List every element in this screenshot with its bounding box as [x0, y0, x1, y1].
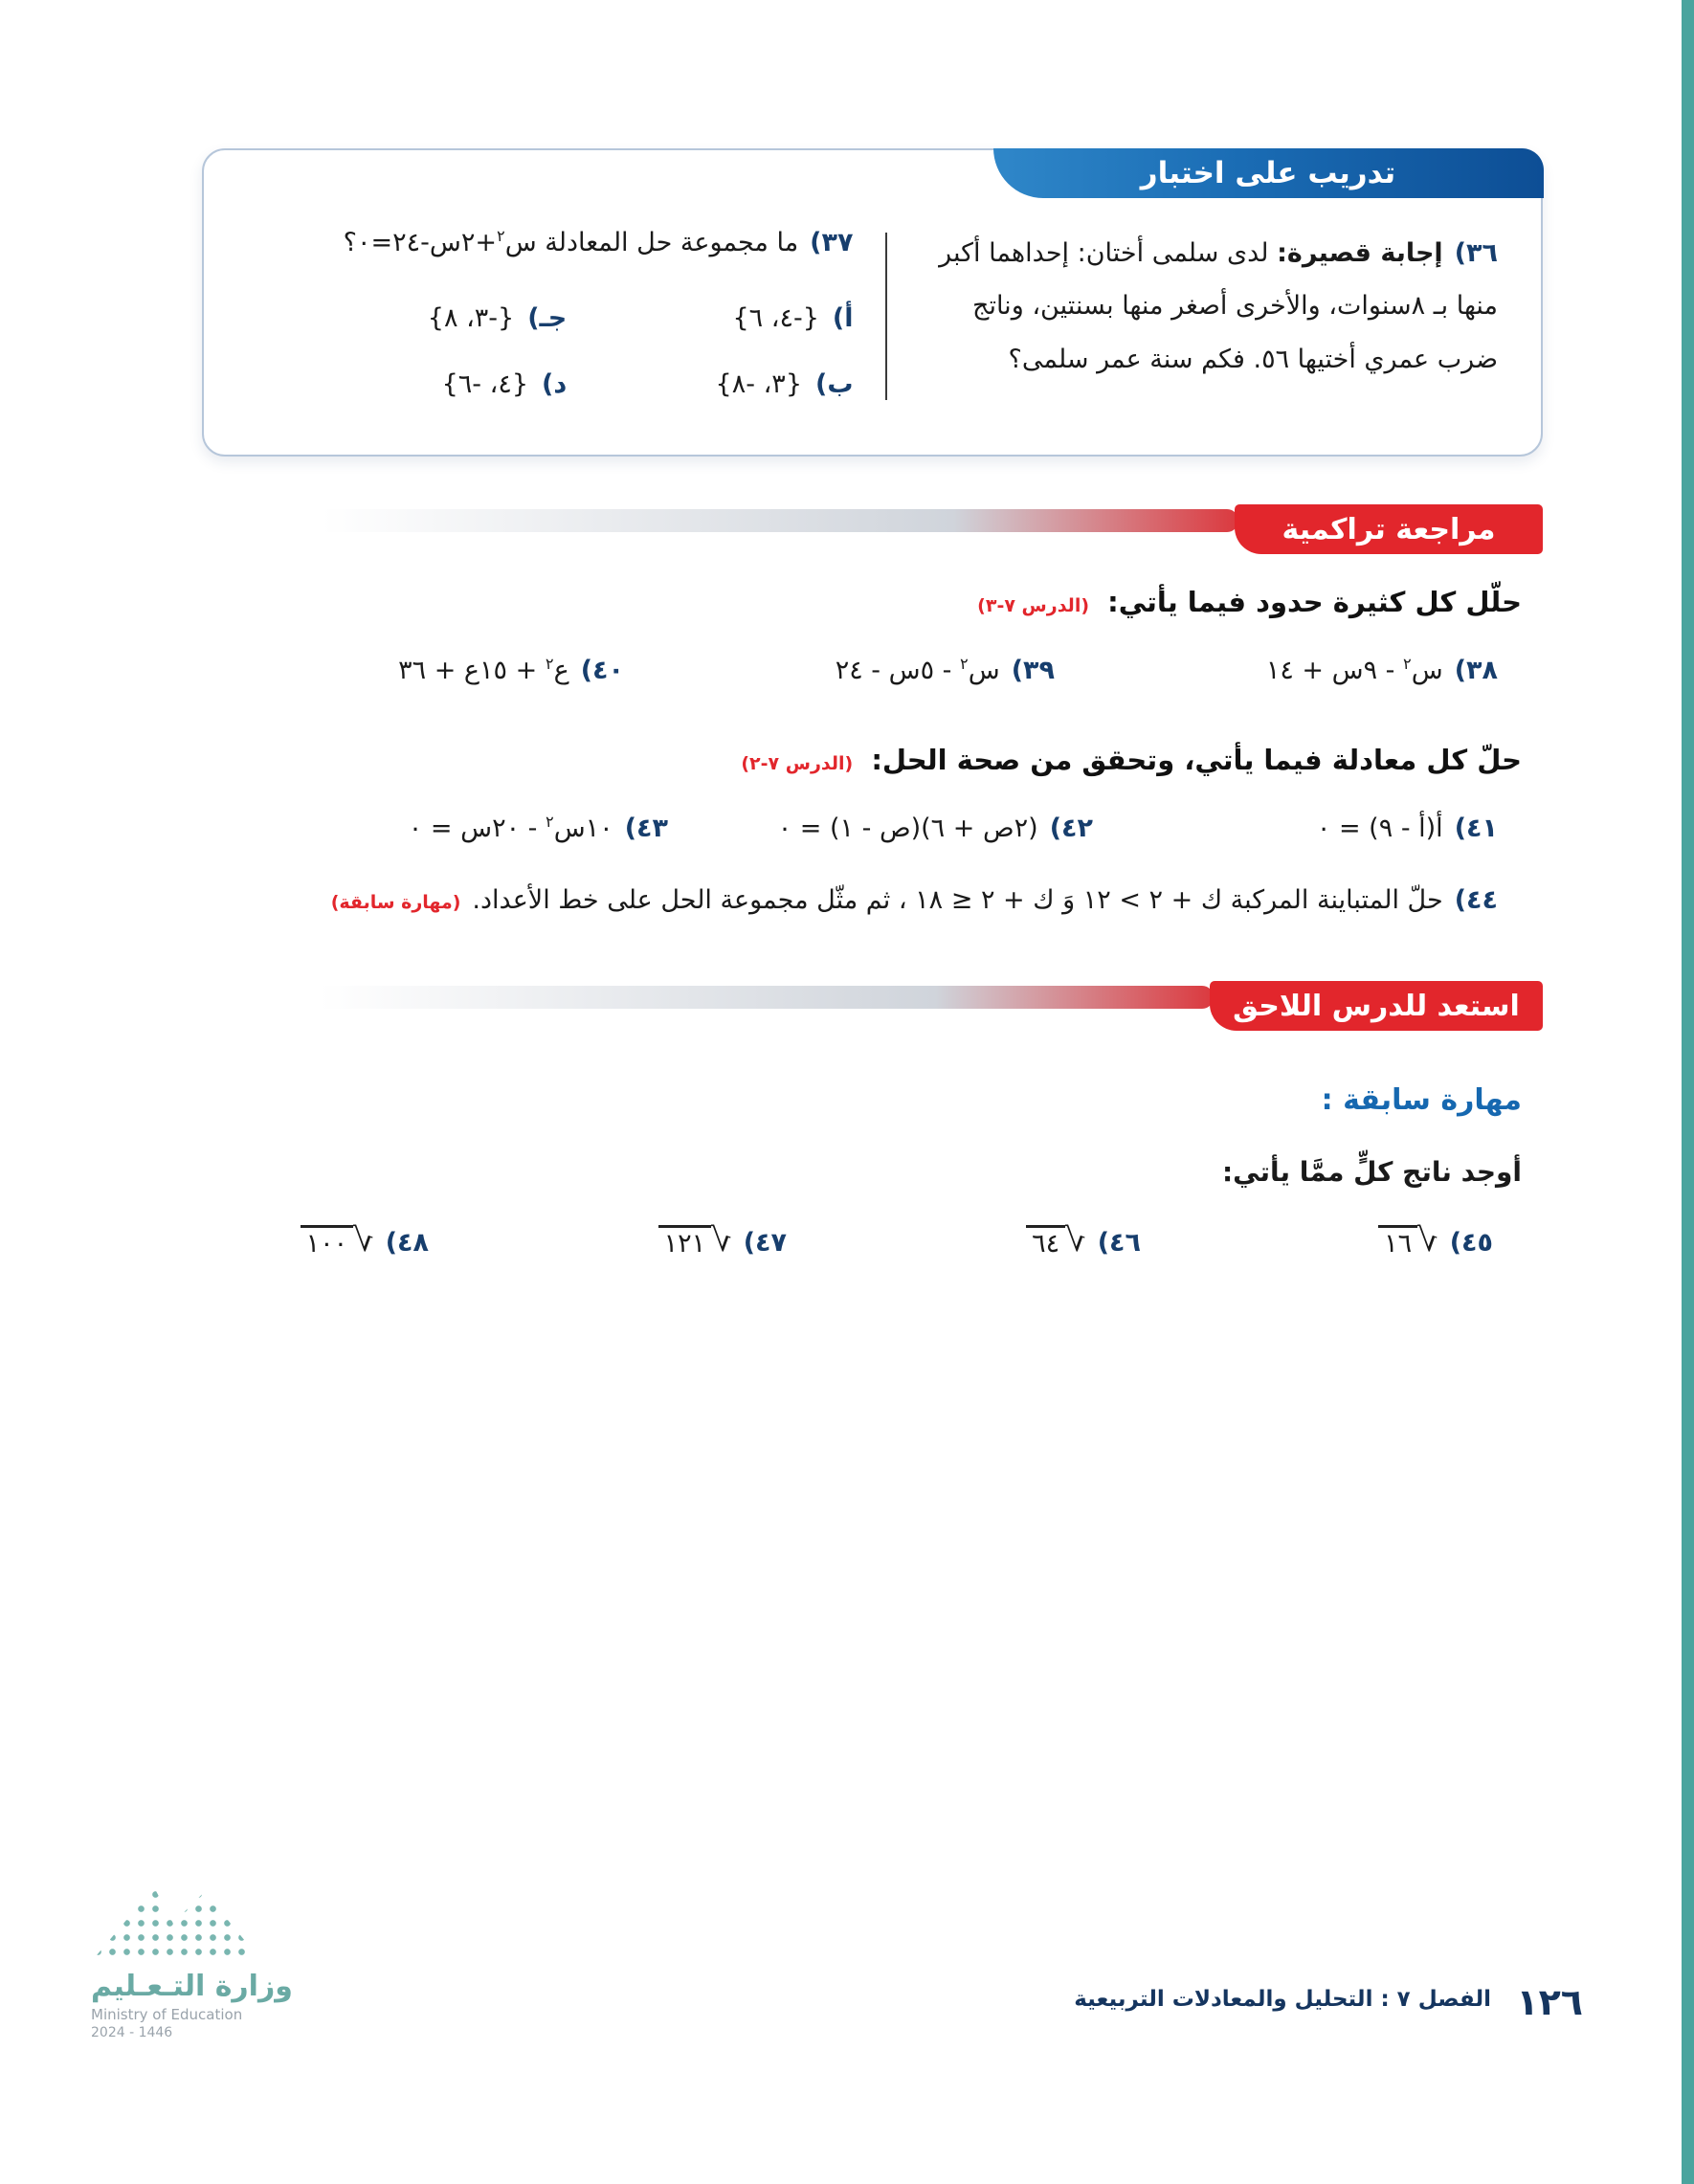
column-divider [885, 233, 887, 400]
problem-41 [1317, 813, 1498, 843]
choice-d [280, 369, 567, 399]
problem-43-expr-pre: ١٠س [553, 813, 613, 843]
problem-46-radicand: ٦٤ [1026, 1225, 1065, 1258]
choice-b-value: {٣، -٨} [715, 369, 802, 399]
radical-sign-icon: √ [1417, 1221, 1438, 1259]
prepare-banner-title: استعد للدرس اللاحق [1233, 989, 1520, 1023]
problem-43-number: ٤٣) [624, 813, 668, 843]
choice-b-label: ب) [815, 369, 854, 399]
problem-45-number: ٤٥) [1449, 1228, 1493, 1258]
question-36 [920, 227, 1498, 400]
question-37-exponent: ٢ [497, 227, 505, 245]
solve-instruction-line [741, 744, 1522, 776]
review-banner-tail [220, 509, 1238, 532]
problem-47 [658, 1221, 787, 1259]
problem-41-number: ٤١) [1454, 813, 1498, 843]
square-root [301, 1221, 374, 1259]
choice-a-label: أ) [832, 303, 854, 333]
question-36-body: لدى سلمى أختان: إحداهما أكبر منها بـ ٨سنوات، والأخرى أصغر منها بسنتين، وناتج ضرب عمري أختيها ٥٦. فكم سنة عمر سلمى؟ [939, 238, 1498, 374]
problem-48-radicand: ١٠٠ [301, 1225, 354, 1258]
problem-40-number: ٤٠) [580, 656, 624, 685]
problem-40-exponent: ٢ [545, 655, 554, 673]
question-37 [242, 227, 853, 400]
problem-43-exponent: ٢ [546, 813, 554, 831]
test-practice-title: تدريب على اختبار [1140, 155, 1396, 190]
problem-48 [301, 1221, 429, 1259]
square-root [658, 1221, 732, 1259]
problem-45-radicand: ١٦ [1378, 1225, 1417, 1258]
problem-39-exponent: ٢ [960, 655, 969, 673]
problem-46 [1026, 1221, 1141, 1259]
problem-44 [331, 885, 1498, 915]
problem-44-number: ٤٤) [1454, 885, 1498, 915]
choice-d-value: {٤، -٦} [441, 369, 529, 399]
choice-c-label: جـ) [527, 303, 568, 333]
moe-logo-english-wordmark: Ministry of Education [91, 2006, 243, 2023]
choice-a-value: {-٤، ٦} [732, 303, 819, 333]
problem-40-expr-pre: ع [553, 656, 569, 685]
question-37-number: ٣٧) [810, 228, 854, 257]
square-root [1378, 1221, 1438, 1259]
problem-40 [398, 655, 624, 685]
problem-39 [836, 655, 1055, 685]
choice-c-value: {-٣، ٨} [427, 303, 515, 333]
moe-logo [91, 1887, 293, 2040]
problem-46-number: ٤٦) [1097, 1228, 1141, 1258]
problem-38-expr-post: - ٩س + ١٤ [1265, 656, 1404, 685]
question-36-type-label: إجابة قصيرة: [1277, 238, 1443, 268]
problem-43 [409, 813, 668, 843]
problem-39-expr-post: - ٥س - ٢٤ [835, 656, 961, 685]
factor-instruction: حلّل كل كثيرة حدود فيما يأتي: [1107, 586, 1522, 618]
question-36-number: ٣٦) [1454, 238, 1498, 268]
prepare-banner [1210, 981, 1543, 1031]
page-number: ١٢٦ [1516, 1981, 1583, 2023]
moe-logo-arabic-wordmark: وزارة التـعـليم [91, 1970, 293, 2003]
problem-38 [1266, 655, 1498, 685]
problem-44-text: حلّ المتباينة المركبة ك + ٢ > ١٢ وَ ك + ٢ ≤ ١٨ ، ثم مثّل مجموعة الحل على خط الأعداد. [472, 885, 1443, 915]
prior-skill-label: مهارة سابقة : [1321, 1083, 1522, 1117]
problem-41-expr-pre: أ(أ - ٩) = ٠ [1316, 813, 1443, 843]
problem-39-expr-pre: س [968, 656, 1000, 685]
problem-38-exponent: ٢ [1403, 655, 1412, 673]
radical-sign-icon: √ [353, 1221, 374, 1259]
problem-48-number: ٤٨) [385, 1228, 429, 1258]
footer-chapter-title: الفصل ٧ : التحليل والمعادلات التربيعية [1074, 1987, 1491, 2012]
test-practice-section [202, 148, 1543, 457]
square-root [1026, 1221, 1086, 1259]
review-banner [1235, 504, 1543, 554]
problem-47-number: ٤٧) [743, 1228, 787, 1258]
review-banner-title: مراجعة تراكمية [1282, 512, 1496, 546]
prepare-banner-tail [220, 986, 1214, 1009]
question-37-text-pre: ما مجموعة حل المعادلة س [504, 228, 799, 257]
question-37-stem [242, 227, 853, 257]
choice-c [280, 303, 567, 333]
page-edge-bar [1682, 0, 1694, 2184]
choice-d-label: د) [542, 369, 568, 399]
choice-b [567, 369, 853, 399]
radical-sign-icon: √ [711, 1221, 732, 1259]
problem-40-expr-post: + ١٥ع + ٣٦ [398, 656, 546, 685]
problem-44-skill-tag: (مهارة سابقة) [330, 892, 461, 913]
test-practice-banner [993, 148, 1544, 198]
question-36-text [920, 227, 1498, 386]
moe-logo-years: 2024 - 1446 [91, 2025, 173, 2040]
answer-choices [242, 303, 853, 399]
solve-instruction: حلّ كل معادلة فيما يأتي، وتحقق من صحة الحل: [871, 744, 1522, 776]
question-37-text-post: +٢س-٢٤=٠؟ [343, 228, 497, 257]
choice-a [567, 303, 853, 333]
problem-42-number: ٤٢) [1049, 813, 1093, 843]
problem-42-expr-pre: (٢ص + ٦)(ص - ١) = ٠ [777, 813, 1038, 843]
problem-39-number: ٣٩) [1011, 656, 1055, 685]
prepare-instruction: أوجد ناتج كلٍّ ممَّا يأتي: [1221, 1156, 1522, 1188]
problem-47-radicand: ١٢١ [658, 1225, 712, 1258]
problem-45 [1378, 1221, 1493, 1259]
solve-lesson-ref: (الدرس ٧-٢) [741, 753, 854, 774]
factor-lesson-ref: (الدرس ٧-٣) [977, 595, 1090, 616]
radical-sign-icon: √ [1065, 1221, 1086, 1259]
problem-38-number: ٣٨) [1454, 656, 1498, 685]
factor-instruction-line [977, 586, 1522, 618]
moe-logo-dots-icon [91, 1887, 249, 1962]
problem-38-expr-pre: س [1411, 656, 1443, 685]
problem-42 [778, 813, 1093, 843]
problem-43-expr-post: - ٢٠س = ٠ [408, 813, 546, 843]
